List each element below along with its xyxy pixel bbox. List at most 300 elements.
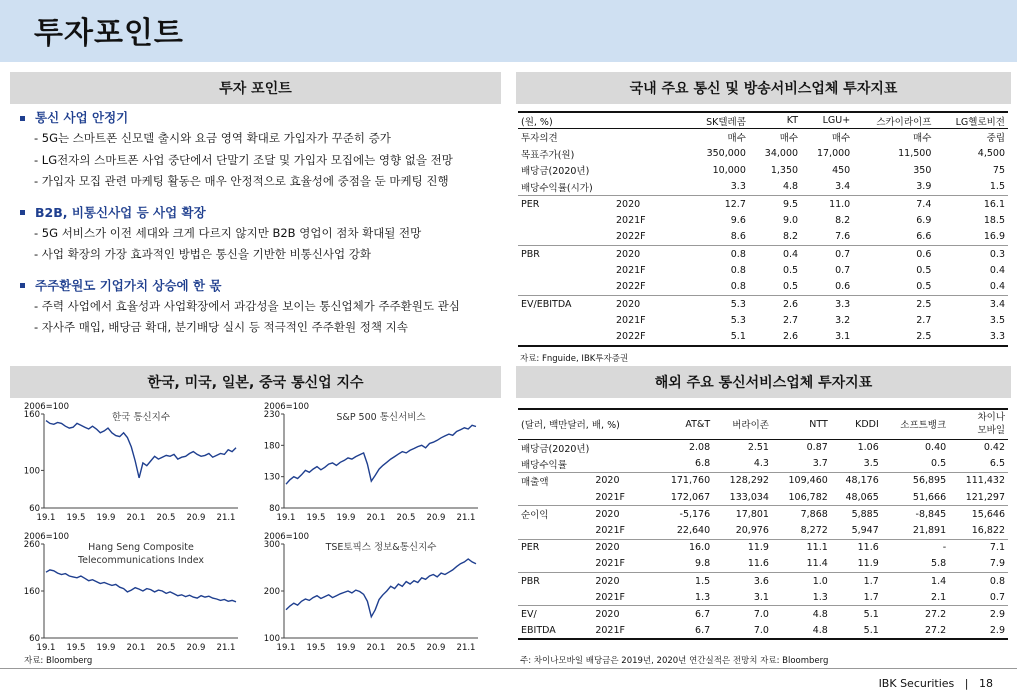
row-sub-label bbox=[592, 456, 654, 473]
x-tick-label: 19.9 bbox=[96, 643, 116, 653]
table-cell: 48,176 bbox=[831, 472, 882, 489]
row-label: PBR bbox=[518, 246, 613, 263]
table-cell: 1.4 bbox=[882, 573, 949, 590]
table-cell: 3.9 bbox=[916, 181, 932, 193]
table-cell: 17,000 bbox=[816, 148, 851, 160]
square-bullet-icon bbox=[20, 210, 25, 215]
table-cell: 0.40 bbox=[925, 442, 947, 454]
chart-base-label: 2006=100 bbox=[264, 402, 309, 412]
table-cell: 0.6 bbox=[853, 246, 934, 263]
table-cell: 0.3 bbox=[934, 246, 1008, 263]
row-sub-label: 2022F bbox=[616, 281, 646, 293]
table-cell: 3.3 bbox=[934, 329, 1008, 346]
table-cell: 27.2 bbox=[882, 606, 949, 623]
row-sub-label: 2020 bbox=[613, 296, 688, 313]
table-cell: 11.1 bbox=[772, 539, 831, 556]
index-series-line bbox=[286, 425, 476, 484]
table-unit: (달러, 백만달러, 배, %) bbox=[518, 409, 654, 439]
table-row bbox=[518, 195, 1008, 212]
table-unit: (원, %) bbox=[518, 112, 688, 129]
table-cell: 0.5 bbox=[931, 458, 947, 470]
domestic-indicator-table bbox=[518, 111, 1008, 347]
table-cell: 2.1 bbox=[931, 591, 947, 603]
table-cell: 0.87 bbox=[806, 442, 828, 454]
company-header: KT bbox=[749, 112, 801, 129]
table-header-row bbox=[518, 112, 1008, 129]
korea-telecom-chart bbox=[22, 404, 242, 524]
table-cell: 106,782 bbox=[788, 491, 828, 503]
table-cell: 2.6 bbox=[749, 329, 801, 346]
x-tick-label: 21.1 bbox=[456, 513, 476, 523]
row-label: EV/ bbox=[518, 606, 592, 623]
x-tick-label: 20.5 bbox=[396, 513, 416, 523]
table-cell: 11,500 bbox=[898, 148, 932, 160]
table-row bbox=[518, 606, 1008, 623]
tse-telecom-chart bbox=[262, 534, 482, 654]
table-cell: 7.6 bbox=[835, 231, 851, 243]
table-cell: 1.0 bbox=[772, 573, 831, 590]
page-number: 18 bbox=[979, 677, 993, 690]
table-cell: 0.7 bbox=[835, 265, 851, 277]
table-row bbox=[518, 279, 1008, 296]
table-cell: 0.4 bbox=[749, 246, 801, 263]
row-label: 순이익 bbox=[518, 506, 592, 523]
table-cell: 11.6 bbox=[747, 558, 769, 570]
table-cell: 1.7 bbox=[863, 591, 879, 603]
chart-title: TSE토픽스 정보&통신지수 bbox=[325, 542, 437, 553]
table-row bbox=[518, 329, 1008, 346]
table-cell: 매수 bbox=[831, 133, 851, 145]
index-line-chart bbox=[22, 404, 242, 524]
y-tick-label: 160 bbox=[23, 410, 40, 420]
table-cell: 0.8 bbox=[730, 281, 746, 293]
index-line-chart bbox=[262, 534, 482, 654]
table-cell: 6.9 bbox=[916, 214, 932, 226]
table-cell: 6.6 bbox=[916, 231, 932, 243]
x-tick-label: 19.5 bbox=[306, 643, 326, 653]
row-sub-label: 2020 bbox=[592, 606, 654, 623]
table-cell: 34,000 bbox=[764, 148, 799, 160]
company-header: 버라이존 bbox=[713, 409, 772, 439]
table-cell: 0.5 bbox=[916, 281, 932, 293]
table-cell: 16.9 bbox=[983, 231, 1005, 243]
brand-name: IBK Securities bbox=[878, 677, 955, 690]
row-sub-label bbox=[592, 439, 654, 456]
square-bullet-icon bbox=[20, 283, 25, 288]
table-row bbox=[518, 472, 1008, 489]
x-tick-label: 19.1 bbox=[276, 513, 296, 523]
table-cell: 2.5 bbox=[853, 296, 934, 313]
table-header-row bbox=[518, 409, 1008, 439]
bullet-group-title-text: B2B, 비통신사업 등 사업 확장 bbox=[35, 204, 206, 220]
invest-point-header: 투자 포인트 bbox=[10, 72, 501, 104]
x-tick-label: 19.1 bbox=[36, 643, 56, 653]
bullet-item: - LG전자의 스마트폰 사업 중단에서 단말기 조달 및 가입자 모집에는 영향 없을 전망 bbox=[34, 152, 453, 167]
table-cell: 2.5 bbox=[853, 329, 934, 346]
table-cell: 4.8 bbox=[772, 606, 831, 623]
company-header: 스카이라이프 bbox=[853, 112, 934, 129]
y-tick-label: 60 bbox=[29, 634, 40, 644]
table-row bbox=[518, 539, 1008, 556]
x-tick-label: 19.5 bbox=[66, 643, 86, 653]
row-sub-label: 2021F bbox=[595, 525, 625, 537]
table-cell: 121,297 bbox=[965, 491, 1005, 503]
table-cell: 0.8 bbox=[949, 573, 1008, 590]
x-tick-label: 20.1 bbox=[126, 643, 146, 653]
table-cell: 350 bbox=[913, 164, 932, 176]
table-cell: 0.7 bbox=[989, 591, 1005, 603]
row-label: PBR bbox=[518, 573, 592, 590]
table-cell: 5.1 bbox=[831, 606, 882, 623]
table-cell: 2.08 bbox=[688, 442, 711, 454]
table-cell: 27.2 bbox=[882, 623, 949, 640]
x-tick-label: 19.5 bbox=[66, 513, 86, 523]
table-row bbox=[518, 556, 1008, 573]
table-cell: 10,000 bbox=[712, 164, 746, 176]
table-row bbox=[518, 522, 1008, 539]
y-tick-label: 100 bbox=[263, 634, 280, 644]
table-cell: 8,272 bbox=[800, 525, 828, 537]
table-cell: 3.2 bbox=[835, 315, 851, 327]
table-cell: 5,885 bbox=[831, 506, 882, 523]
table-cell: 2.9 bbox=[949, 606, 1008, 623]
row-label: 배당금(2020년) bbox=[521, 166, 590, 178]
table-cell: 5.1 bbox=[831, 623, 882, 640]
bullet-group-title-text: 주주환원도 기업가치 상승에 한 몫 bbox=[35, 277, 222, 293]
table-cell: 1.3 bbox=[812, 591, 828, 603]
index-chart-header: 한국, 미국, 일본, 중국 통신업 지수 bbox=[10, 366, 501, 398]
table-cell: 11.4 bbox=[806, 558, 828, 570]
x-tick-label: 20.1 bbox=[366, 513, 386, 523]
table-cell: 1,350 bbox=[770, 164, 799, 176]
row-sub-label: 2022F bbox=[613, 329, 688, 346]
x-tick-label: 19.1 bbox=[276, 643, 296, 653]
row-label bbox=[518, 262, 613, 279]
table-cell: 매수 bbox=[727, 133, 746, 145]
x-tick-label: 20.5 bbox=[156, 513, 176, 523]
bullet-item: - 주력 사업에서 효율성과 사업확장에서 과감성을 보이는 통신업체가 주주환원도 관심 bbox=[34, 298, 460, 313]
table-cell: 7.4 bbox=[853, 195, 934, 212]
table-row bbox=[518, 589, 1008, 606]
table-cell: 8.2 bbox=[782, 231, 799, 243]
row-label: PER bbox=[518, 539, 592, 556]
table-cell: 0.5 bbox=[916, 265, 932, 277]
table-cell: 2.6 bbox=[749, 296, 801, 313]
index-line-chart bbox=[22, 534, 242, 654]
row-sub-label bbox=[613, 162, 688, 179]
table-cell: 0.4 bbox=[989, 265, 1005, 277]
overseas-table-note: 주: 차이나모바일 배당금은 2019년, 2020년 연간실적은 전망치 자료: Bloomberg bbox=[520, 656, 829, 666]
row-label: 목표주가(원) bbox=[521, 149, 575, 161]
table-cell: 6.5 bbox=[989, 458, 1005, 470]
table-cell: 3.7 bbox=[812, 458, 828, 470]
footer-separator: | bbox=[964, 677, 969, 690]
bullet-group-title bbox=[20, 108, 500, 128]
row-label: EBITDA bbox=[518, 623, 592, 640]
table-cell: 6.7 bbox=[654, 606, 713, 623]
table-cell: 51,666 bbox=[912, 491, 947, 503]
table-cell: 9.8 bbox=[695, 558, 711, 570]
table-cell: 0.42 bbox=[983, 442, 1005, 454]
table-cell: 11.9 bbox=[857, 558, 879, 570]
table-cell: 5.3 bbox=[688, 296, 749, 313]
table-cell: 3.5 bbox=[863, 458, 879, 470]
table-row bbox=[518, 623, 1008, 640]
table-cell: 16.0 bbox=[654, 539, 713, 556]
chart-title-line2: Telecommunications Index bbox=[77, 555, 205, 566]
table-cell: 450 bbox=[832, 164, 851, 176]
y-tick-label: 200 bbox=[263, 587, 280, 597]
row-sub-label: 2021F bbox=[595, 591, 625, 603]
table-cell: 1.5 bbox=[654, 573, 713, 590]
table-cell: 8.6 bbox=[730, 231, 746, 243]
table-cell: - bbox=[882, 539, 949, 556]
table-cell: 22,640 bbox=[676, 525, 711, 537]
table-cell: 133,034 bbox=[729, 491, 769, 503]
bullet-item: - 가입자 모집 관련 마케팅 활동은 매우 안정적으로 효율성에 중점을 둔 마케팅 진행 bbox=[34, 174, 449, 188]
x-tick-label: 19.1 bbox=[36, 513, 56, 523]
chart-base-label: 2006=100 bbox=[24, 402, 69, 412]
row-label bbox=[518, 556, 592, 573]
row-label: 투자의견 bbox=[521, 133, 558, 145]
y-tick-label: 260 bbox=[23, 540, 40, 550]
row-sub-label: 2021F bbox=[595, 558, 625, 570]
domestic-table-source: 자료: Fnguide, IBK투자증권 bbox=[520, 354, 629, 364]
row-label: 매출액 bbox=[518, 472, 592, 489]
bullet-group-title-text: 통신 사업 안정기 bbox=[35, 110, 129, 125]
table-cell: 1.06 bbox=[857, 442, 879, 454]
company-header: 소프트뱅크 bbox=[882, 409, 949, 439]
x-tick-label: 20.9 bbox=[426, 513, 446, 523]
table-cell: 0.4 bbox=[989, 281, 1005, 293]
table-row bbox=[518, 296, 1008, 313]
x-tick-label: 20.9 bbox=[426, 643, 446, 653]
row-sub-label: 2020 bbox=[613, 195, 688, 212]
company-header bbox=[949, 409, 1008, 439]
table-cell: 0.8 bbox=[730, 265, 746, 277]
chart-title: Hang Seng Composite bbox=[88, 542, 194, 553]
bullet-item: - 자사주 매입, 배당금 확대, 분기배당 실시 등 적극적인 주주환원 정책 지속 bbox=[34, 320, 408, 334]
bullet-group bbox=[20, 203, 500, 266]
row-sub-label: 2021F bbox=[616, 214, 646, 226]
row-sub-label: 2021F bbox=[592, 623, 654, 640]
table-cell: 9.5 bbox=[749, 195, 801, 212]
table-row bbox=[518, 129, 1008, 146]
row-label: 배당금(2020년) bbox=[521, 443, 590, 455]
table-cell: 1.3 bbox=[695, 591, 711, 603]
table-cell: 11.0 bbox=[801, 195, 853, 212]
table-cell: 5,947 bbox=[851, 525, 879, 537]
x-tick-label: 21.1 bbox=[456, 643, 476, 653]
table-cell: 128,292 bbox=[713, 472, 772, 489]
table-cell: 15,646 bbox=[949, 506, 1008, 523]
table-cell: 3.3 bbox=[801, 296, 853, 313]
company-header-line2: 모바일 bbox=[977, 425, 1005, 437]
table-cell: 171,760 bbox=[654, 472, 713, 489]
table-cell: 6.7 bbox=[654, 623, 713, 640]
row-label bbox=[518, 212, 613, 229]
table-row bbox=[518, 573, 1008, 590]
table-cell: 2.51 bbox=[747, 442, 769, 454]
row-sub-label: 2020 bbox=[592, 573, 654, 590]
row-label bbox=[518, 589, 592, 606]
company-header: LG헬로비전 bbox=[934, 112, 1008, 129]
row-sub-label: 2020 bbox=[592, 506, 654, 523]
table-cell: 4,500 bbox=[977, 148, 1005, 160]
chart-base-label: 2006=100 bbox=[24, 532, 69, 542]
bullet-item: - 사업 확장의 가장 효과적인 방법은 통신을 기반한 비통신사업 강화 bbox=[34, 247, 371, 261]
x-tick-label: 20.9 bbox=[186, 643, 206, 653]
y-tick-label: 300 bbox=[263, 540, 280, 550]
y-tick-label: 80 bbox=[269, 504, 280, 514]
row-label: EV/EBITDA bbox=[518, 296, 613, 313]
invest-point-list bbox=[20, 108, 500, 349]
table-cell: 3.6 bbox=[713, 573, 772, 590]
table-cell: 0.7 bbox=[801, 246, 853, 263]
y-tick-label: 100 bbox=[23, 466, 40, 477]
row-sub-label: 2021F bbox=[616, 265, 646, 277]
row-sub-label: 2020 bbox=[592, 539, 654, 556]
bullet-group-title bbox=[20, 276, 500, 296]
table-cell: 3.4 bbox=[835, 181, 851, 193]
row-sub-label bbox=[613, 129, 688, 146]
page-footer bbox=[0, 668, 1017, 690]
table-cell: 2.9 bbox=[949, 623, 1008, 640]
table-cell: 56,895 bbox=[882, 472, 949, 489]
row-sub-label: 2020 bbox=[613, 246, 688, 263]
table-cell: 7.1 bbox=[949, 539, 1008, 556]
page-title: 투자포인트 bbox=[34, 16, 184, 51]
table-cell: 9.0 bbox=[782, 214, 799, 226]
company-header-line1: 차이나 bbox=[977, 412, 1005, 424]
table-row bbox=[518, 262, 1008, 279]
table-cell: 109,460 bbox=[772, 472, 831, 489]
table-cell: 0.5 bbox=[782, 281, 799, 293]
row-label bbox=[518, 229, 613, 246]
row-label bbox=[518, 279, 613, 296]
hangseng-telecom-chart bbox=[22, 534, 242, 654]
row-label bbox=[518, 312, 613, 329]
table-cell: 172,067 bbox=[670, 491, 711, 503]
table-row bbox=[518, 439, 1008, 456]
index-line-chart bbox=[262, 404, 482, 524]
row-sub-label: 2022F bbox=[616, 231, 646, 243]
table-cell: 20,976 bbox=[735, 525, 769, 537]
table-cell: 4.3 bbox=[753, 458, 769, 470]
overseas-table-header: 해외 주요 통신서비스업체 투자지표 bbox=[516, 366, 1011, 398]
table-cell: 매수 bbox=[779, 133, 799, 145]
bullet-item: - 5G 서비스가 이전 세대와 크게 다르지 않지만 B2B 영업이 점차 확대될 전망 bbox=[34, 225, 422, 240]
y-tick-label: 160 bbox=[23, 587, 40, 597]
x-tick-label: 20.5 bbox=[396, 643, 416, 653]
domestic-table-header: 국내 주요 통신 및 방송서비스업체 투자지표 bbox=[516, 72, 1011, 104]
row-label bbox=[518, 329, 613, 346]
table-cell: 1.5 bbox=[989, 181, 1005, 193]
table-row bbox=[518, 312, 1008, 329]
table-cell: 9.6 bbox=[730, 214, 746, 226]
company-header: LGU+ bbox=[801, 112, 853, 129]
row-sub-label bbox=[613, 179, 688, 196]
table-cell: 3.3 bbox=[730, 181, 746, 193]
x-tick-label: 19.9 bbox=[336, 643, 356, 653]
overseas-indicator-table bbox=[518, 408, 1008, 640]
table-row bbox=[518, 246, 1008, 263]
table-row bbox=[518, 229, 1008, 246]
table-cell: 2.7 bbox=[782, 315, 799, 327]
table-row bbox=[518, 179, 1008, 196]
table-row bbox=[518, 212, 1008, 229]
title-banner bbox=[0, 0, 1017, 62]
table-cell: 8.2 bbox=[835, 214, 851, 226]
sp500-telecom-chart bbox=[262, 404, 482, 524]
x-tick-label: 20.1 bbox=[366, 643, 386, 653]
y-tick-label: 130 bbox=[263, 472, 280, 483]
table-row bbox=[518, 162, 1008, 179]
table-cell: 11.9 bbox=[713, 539, 772, 556]
x-tick-label: 19.5 bbox=[306, 513, 326, 523]
bullet-group bbox=[20, 276, 500, 339]
row-label bbox=[518, 489, 592, 506]
bullet-group bbox=[20, 108, 500, 193]
chart-title: S&P 500 통신서비스 bbox=[336, 412, 426, 423]
table-cell: 1.7 bbox=[831, 573, 882, 590]
table-cell: 7.0 bbox=[713, 623, 772, 640]
index-series-line bbox=[46, 570, 236, 602]
table-cell: 2.7 bbox=[916, 315, 932, 327]
table-cell: 3.1 bbox=[801, 329, 853, 346]
bullet-item: - 5G는 스마트폰 신모델 출시와 요금 영역 확대로 가입자가 꾸준히 증가 bbox=[34, 131, 391, 145]
table-cell: 중립 bbox=[986, 133, 1005, 145]
table-cell: 4.8 bbox=[782, 181, 799, 193]
row-sub-label: 2020 bbox=[592, 472, 654, 489]
table-row bbox=[518, 456, 1008, 473]
table-cell: 350,000 bbox=[706, 148, 746, 160]
company-header: AT&T bbox=[654, 409, 713, 439]
table-cell: 18.5 bbox=[983, 214, 1005, 226]
table-cell: 7.9 bbox=[989, 558, 1005, 570]
chart-base-label: 2006=100 bbox=[264, 532, 309, 542]
company-header: NTT bbox=[772, 409, 831, 439]
y-tick-label: 180 bbox=[263, 441, 280, 452]
table-cell: 3.1 bbox=[753, 591, 769, 603]
table-cell: -8,845 bbox=[882, 506, 949, 523]
x-tick-label: 21.1 bbox=[216, 513, 236, 523]
y-tick-label: 60 bbox=[29, 504, 40, 514]
y-tick-label: 230 bbox=[263, 410, 280, 420]
index-series-line bbox=[46, 421, 236, 478]
table-cell: 0.6 bbox=[835, 281, 851, 293]
row-sub-label bbox=[613, 145, 688, 162]
table-cell: 5.8 bbox=[931, 558, 947, 570]
table-cell: 매수 bbox=[913, 133, 932, 145]
table-row bbox=[518, 145, 1008, 162]
table-cell: 111,432 bbox=[949, 472, 1008, 489]
table-row bbox=[518, 489, 1008, 506]
table-cell: 5.3 bbox=[730, 315, 746, 327]
chart-title: 한국 통신지수 bbox=[111, 412, 171, 423]
table-cell: 7,868 bbox=[772, 506, 831, 523]
table-cell: 48,065 bbox=[845, 491, 879, 503]
square-bullet-icon bbox=[20, 116, 25, 121]
company-header: KDDI bbox=[831, 409, 882, 439]
table-cell: 3.4 bbox=[934, 296, 1008, 313]
x-tick-label: 19.9 bbox=[336, 513, 356, 523]
bullet-group-title bbox=[20, 203, 500, 223]
table-cell: 16.1 bbox=[934, 195, 1008, 212]
table-cell: 75 bbox=[992, 164, 1005, 176]
company-header: SK텔레콤 bbox=[688, 112, 749, 129]
row-label: PER bbox=[518, 195, 613, 212]
